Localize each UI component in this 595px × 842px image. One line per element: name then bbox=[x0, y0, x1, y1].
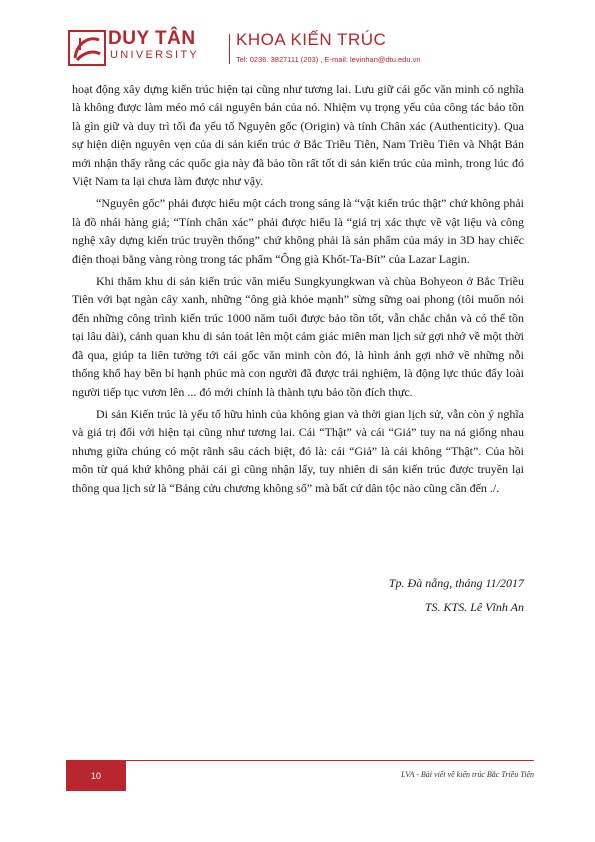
article-body bbox=[72, 80, 524, 501]
university-logo-icon bbox=[68, 30, 106, 66]
brand-name: DUY TÂN bbox=[108, 28, 196, 49]
place-date: Tp. Đà nẵng, tháng 11/2017 bbox=[388, 576, 524, 590]
paragraph-2: “Nguyên gốc” phải được hiểu một cách trong sáng là “vật kiến trúc thật” chứ không phải là đồ nhái hàng giả; “Tính chân xác” phải được hiểu là “giá trị xác thực về vật liệu và công nghệ xây dựng kiến trúc truyền thống” chứ không phải là sản phẩm của máy in 3D hay chiếc điện thoại bằng vàng ròng trong tác phẩm “Ông già Khốt-Ta-Bít” của Lazar Lagin. bbox=[72, 196, 524, 266]
contact-info: Tel: 0236. 3827111 (203) , E-mail: levinhan@dtu.edu.vn bbox=[236, 55, 421, 64]
paragraph-4: Di sản Kiến trúc là yếu tố hữu hình của không gian và thời gian lịch sử, vẫn còn ý nghĩa và giá trị đối với hiện tại cũng như tương lai. Cái “Thật” và cái “Giả” tuy na ná giống nhau nhưng giữa chúng có một rãnh sâu cách biệt, đó là: cái “Giả” là cái không “Thật”. Của hồi môn từ quá khứ không phải cái gì cũng nhận lấy, tuy nhiên di sản kiến trúc được truyền lại thông qua lịch sử là “Bảng cửu chương không số” mà bất cứ dân tộc nào cũng cần đến ./. bbox=[72, 406, 524, 495]
brand-subtitle: UNIVERSITY bbox=[110, 49, 200, 61]
header-divider bbox=[229, 34, 230, 64]
page-footer bbox=[66, 760, 534, 781]
paragraph-1: hoạt động xây dựng kiến trúc hiện tại cũng như tương lai. Lưu giữ cái gốc văn minh có nghĩa là không được làm méo mó cái nguyên bản của nó. Nhiệm vụ trọng yếu của công tác bảo tồn là gìn giữ và duy trì tối đa yếu tố Nguyên gốc (Origin) và tính Chân xác (Authenticity). Qua sự hiện diện nguyên vẹn của di sản kiến trúc ở Bắc Triều Tiên, Nam Triều Tiên và Nhật Bản mới nhận thấy rằng các quốc gia này đã bảo tồn rất tốt di sản kiến trúc của mình, trong lúc đó Việt Nam ta lại chưa làm được như vậy. bbox=[72, 82, 524, 189]
page-number: 10 bbox=[90, 771, 101, 781]
paragraph-3: Khi thăm khu di sản kiến trúc văn miếu Sungkyungkwan và chùa Bohyeon ở Bắc Triều Tiên với bạt ngàn cây xanh, những “ông già khỏe mạnh” sừng sững oai phong (tôi muốn nói đến những công trình kiến trúc 1000 năm tuổi được bảo tồn tốt, vẫn chắc chắn và có thể tồn tại lâu dài), cảnh quan khu di sản toát lên một cảm giác miên man lịch sử gợi nhớ về một thời đã qua, giúp ta liên tưởng tới cái gốc văn minh còn đó, là hình ảnh gợi nhớ về những nỗi thống khổ hay bền bỉ hạnh phúc mà con người đã được trải nghiệm, là động lực thúc đẩy loài người tiếp tục vươn lên ... đó mới chính là thành tựu bảo tồn đích thực. bbox=[72, 274, 524, 399]
page-number-box bbox=[66, 761, 126, 791]
faculty-title: KHOA KIẾN TRÚC bbox=[236, 30, 387, 49]
author-signature: TS. KTS. Lê Vĩnh An bbox=[424, 600, 524, 614]
footer-title: LVA - Bài viết về kiến trúc Bắc Triều Tiên bbox=[401, 770, 534, 779]
page-header bbox=[68, 30, 538, 70]
